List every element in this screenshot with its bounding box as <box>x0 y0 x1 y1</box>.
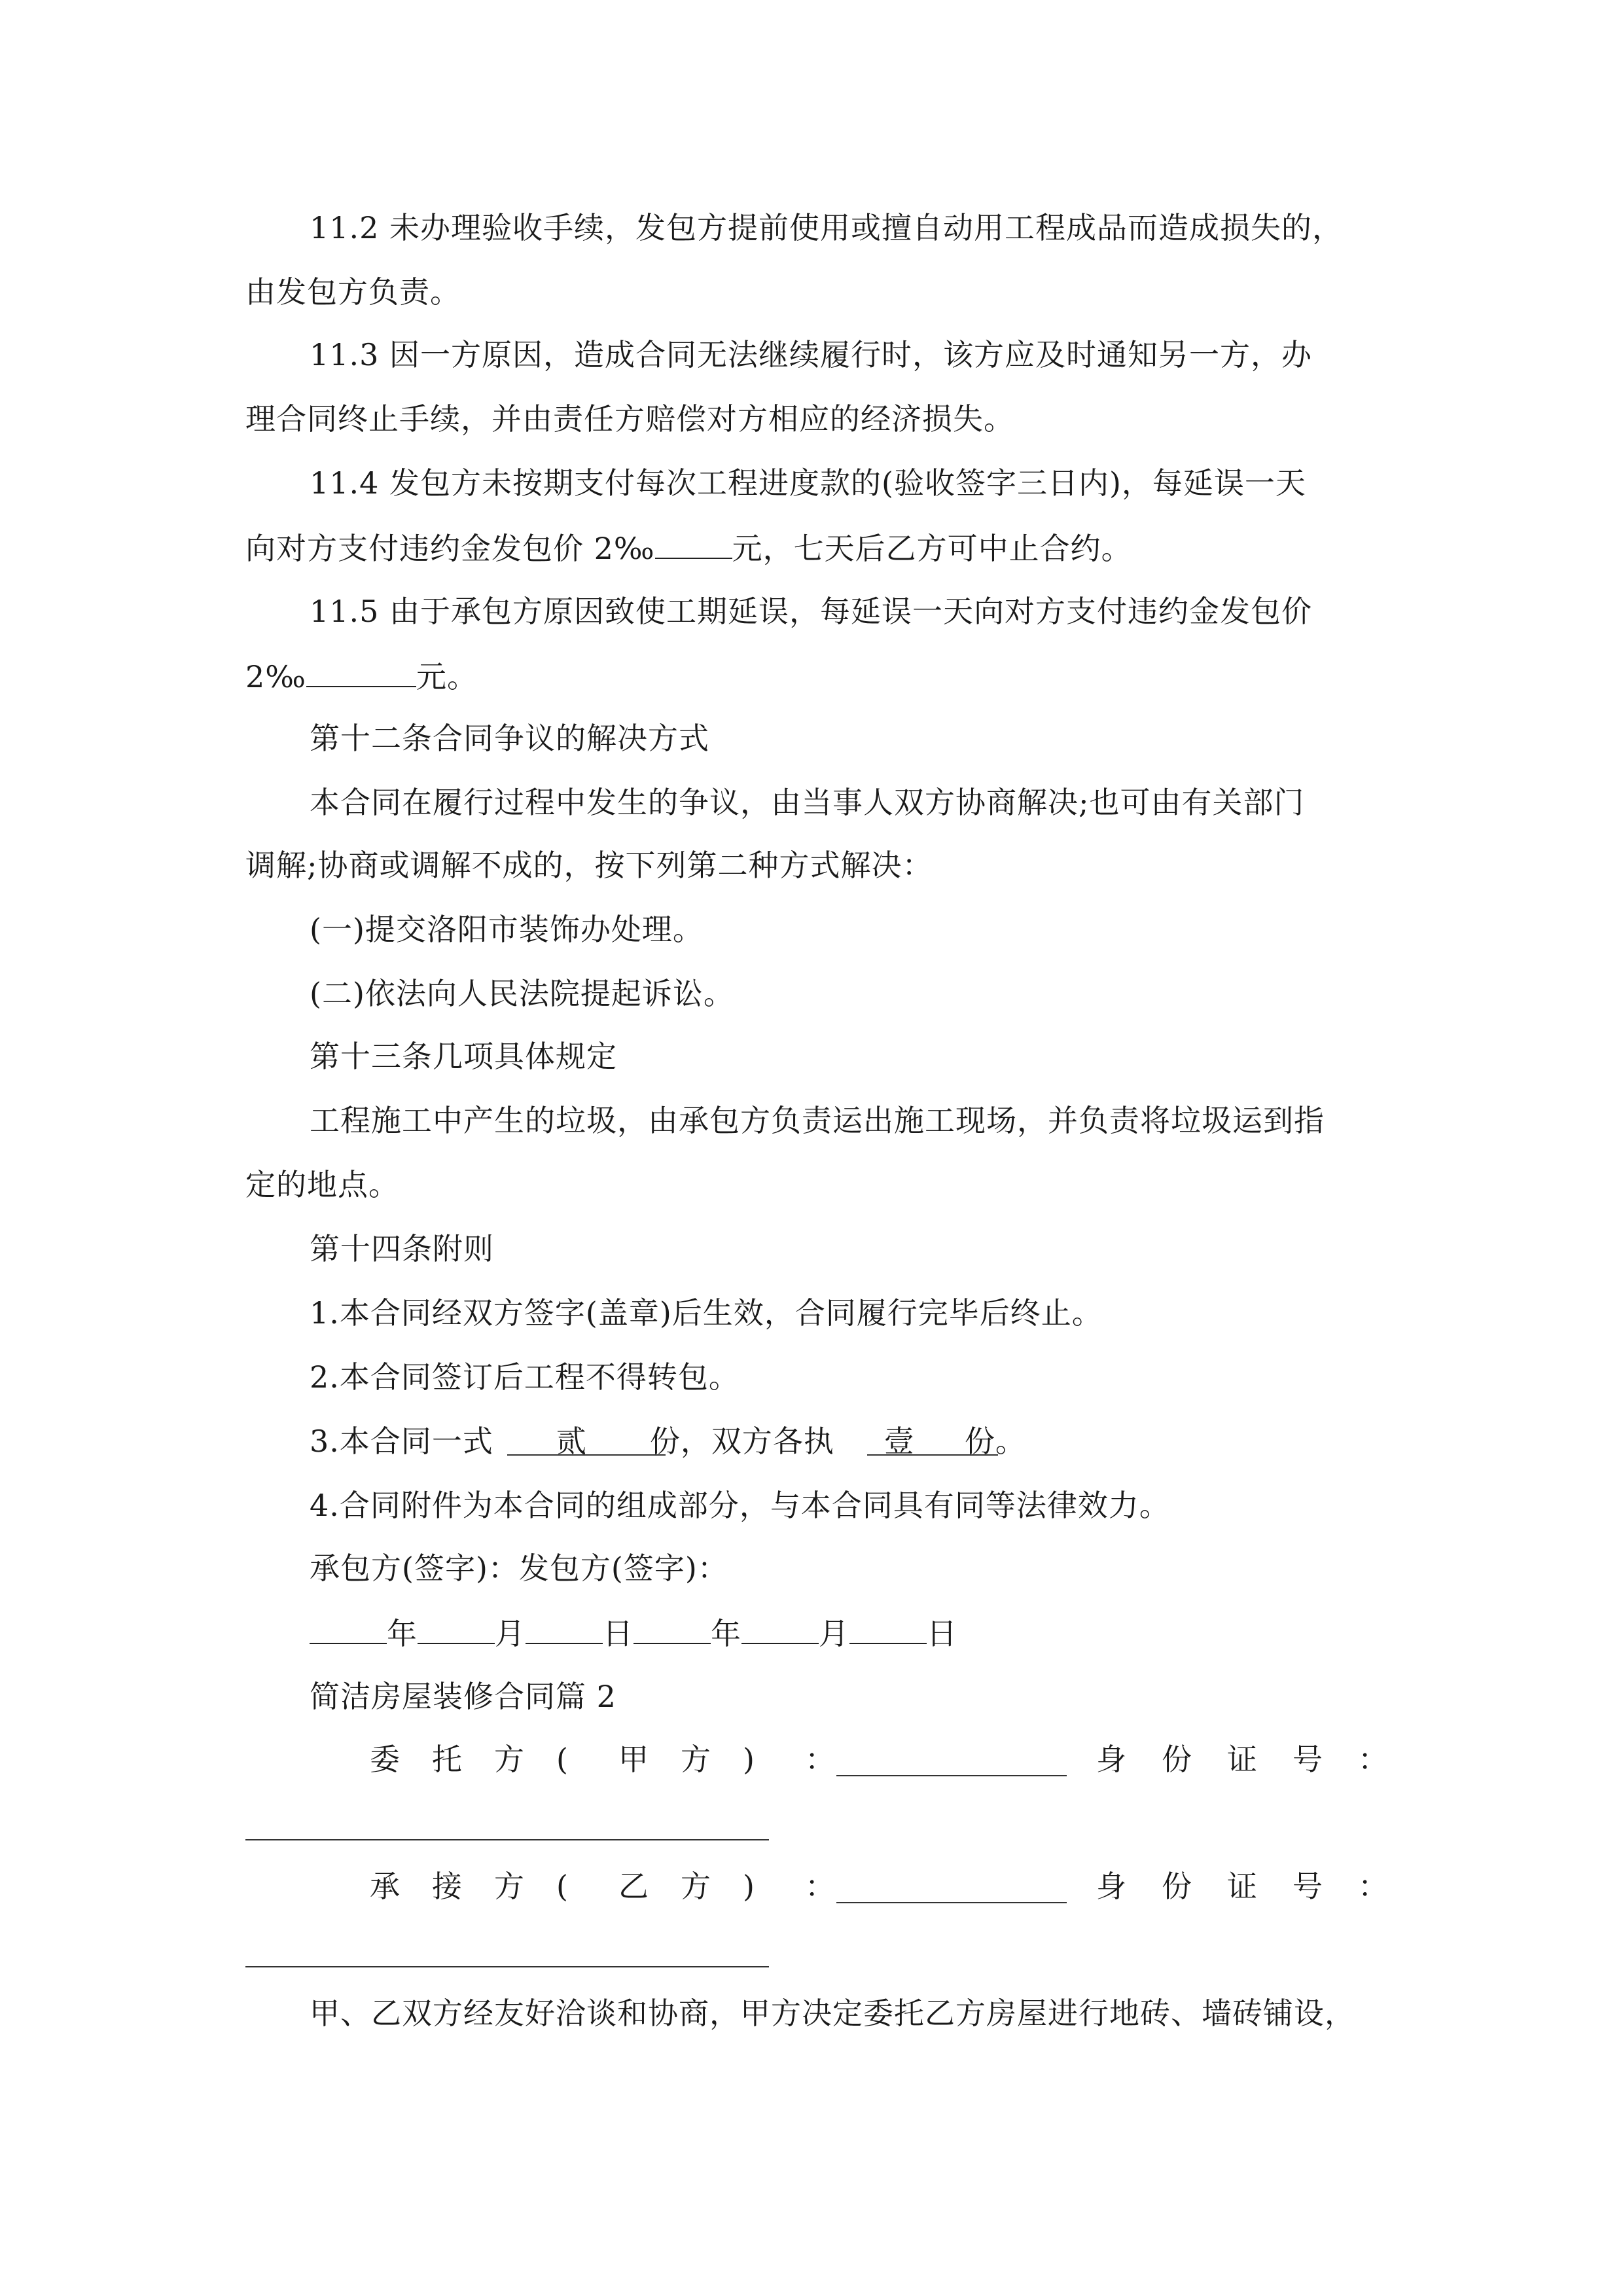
clause-11-5-rate: 2‰ <box>245 659 306 694</box>
part-2-heading: 简洁房屋装修合同篇 2 <box>310 1679 616 1714</box>
month-blank-2 <box>741 1613 819 1644</box>
copies-total: 贰 <box>556 1424 587 1459</box>
contractor-id-label: 身 份 证 号 ： <box>1096 1869 1389 1904</box>
article-14-item-4: 4.合同附件为本合同的组成部分，与本合同具有同等法律效力。 <box>310 1488 1170 1523</box>
day-label: 日 <box>927 1616 957 1651</box>
copies-each: 壹 <box>883 1424 915 1459</box>
clause-11-4-tail: 元，七天后乙方可中止合约。 <box>732 531 1132 566</box>
article-14-item-1: 1.本合同经双方签字(盖章)后生效，合同履行完毕后终止。 <box>310 1295 1103 1331</box>
item-3-text-a: 3.本合同一式 <box>310 1424 493 1459</box>
client-id-blank <box>245 1839 769 1840</box>
signature-line: 承包方(签字)：发包方(签字)： <box>310 1551 728 1586</box>
copies-total-underline <box>507 1454 666 1456</box>
clause-11-5-tail: 元。 <box>416 659 478 694</box>
contractor-name-blank <box>836 1902 1067 1903</box>
month-blank-1 <box>418 1613 495 1644</box>
day-blank-1 <box>526 1613 603 1644</box>
article-14-title: 第十四条附则 <box>310 1231 494 1266</box>
article-12-line-2: 调解;协商或调解不成的，按下列第二种方式解决： <box>245 848 933 883</box>
clause-11-4-line-1: 11.4 发包方未按期支付每次工程进度款的(验收签字三日内)，每延误一天 <box>310 465 1306 501</box>
article-12-option-1: (一)提交洛阳市装饰办处理。 <box>310 912 704 947</box>
month-label: 月 <box>495 1616 526 1651</box>
article-13-line-1: 工程施工中产生的垃圾，由承包方负责运出施工现场，并负责将垃圾运到指 <box>310 1103 1325 1138</box>
article-13-line-2: 定的地点。 <box>245 1167 399 1202</box>
article-12-option-2: (二)依法向人民法院提起诉讼。 <box>310 976 734 1011</box>
date-line <box>310 1613 957 1653</box>
article-12-line-1: 本合同在履行过程中发生的争议，由当事人双方协商解决;也可由有关部门 <box>310 785 1305 820</box>
copies-each-underline <box>867 1454 998 1456</box>
client-name-blank <box>836 1775 1067 1776</box>
penalty-blank <box>655 528 732 559</box>
year-blank-2 <box>633 1613 711 1644</box>
article-12-title: 第十二条合同争议的解决方式 <box>310 721 709 756</box>
article-14-item-2: 2.本合同签订后工程不得转包。 <box>310 1359 740 1395</box>
clause-11-5-line-2 <box>245 656 478 696</box>
clause-11-2-line-2: 由发包方负责。 <box>245 274 461 310</box>
client-label: 委 托 方 ( 甲 方 ) ： <box>370 1742 836 1777</box>
clause-11-4-text: 向对方支付违约金发包价 2‰ <box>245 531 655 566</box>
clause-11-5-line-1: 11.5 由于承包方原因致使工期延误，每延误一天向对方支付违约金发包价 <box>310 594 1313 629</box>
clause-11-2-line-1: 11.2 未办理验收手续，发包方提前使用或擅自动用工程成品而造成损失的， <box>310 210 1344 245</box>
penalty-blank <box>306 656 416 687</box>
year-label: 年 <box>711 1616 741 1651</box>
client-id-label: 身 份 证 号 ： <box>1096 1742 1389 1777</box>
month-label: 月 <box>819 1616 849 1651</box>
item-3-text-c: 份。 <box>964 1424 1026 1459</box>
day-blank-2 <box>849 1613 927 1644</box>
item-3-text-b: 份，双方各执 <box>649 1424 834 1459</box>
article-13-title: 第十三条几项具体规定 <box>310 1039 617 1074</box>
part-2-intro: 甲、乙双方经友好洽谈和协商，甲方决定委托乙方房屋进行地砖、墙砖铺设， <box>310 1996 1355 2031</box>
clause-11-4-line-2 <box>245 528 1132 568</box>
contractor-label: 承 接 方 ( 乙 方 ) ： <box>370 1869 836 1904</box>
day-label: 日 <box>603 1616 633 1651</box>
year-label: 年 <box>387 1616 418 1651</box>
year-blank-1 <box>310 1613 387 1644</box>
clause-11-3-line-1: 11.3 因一方原因，造成合同无法继续履行时，该方应及时通知另一方，办 <box>310 337 1313 372</box>
clause-11-3-line-2: 理合同终止手续，并由责任方赔偿对方相应的经济损失。 <box>245 401 1014 437</box>
contractor-id-blank <box>245 1966 769 1967</box>
